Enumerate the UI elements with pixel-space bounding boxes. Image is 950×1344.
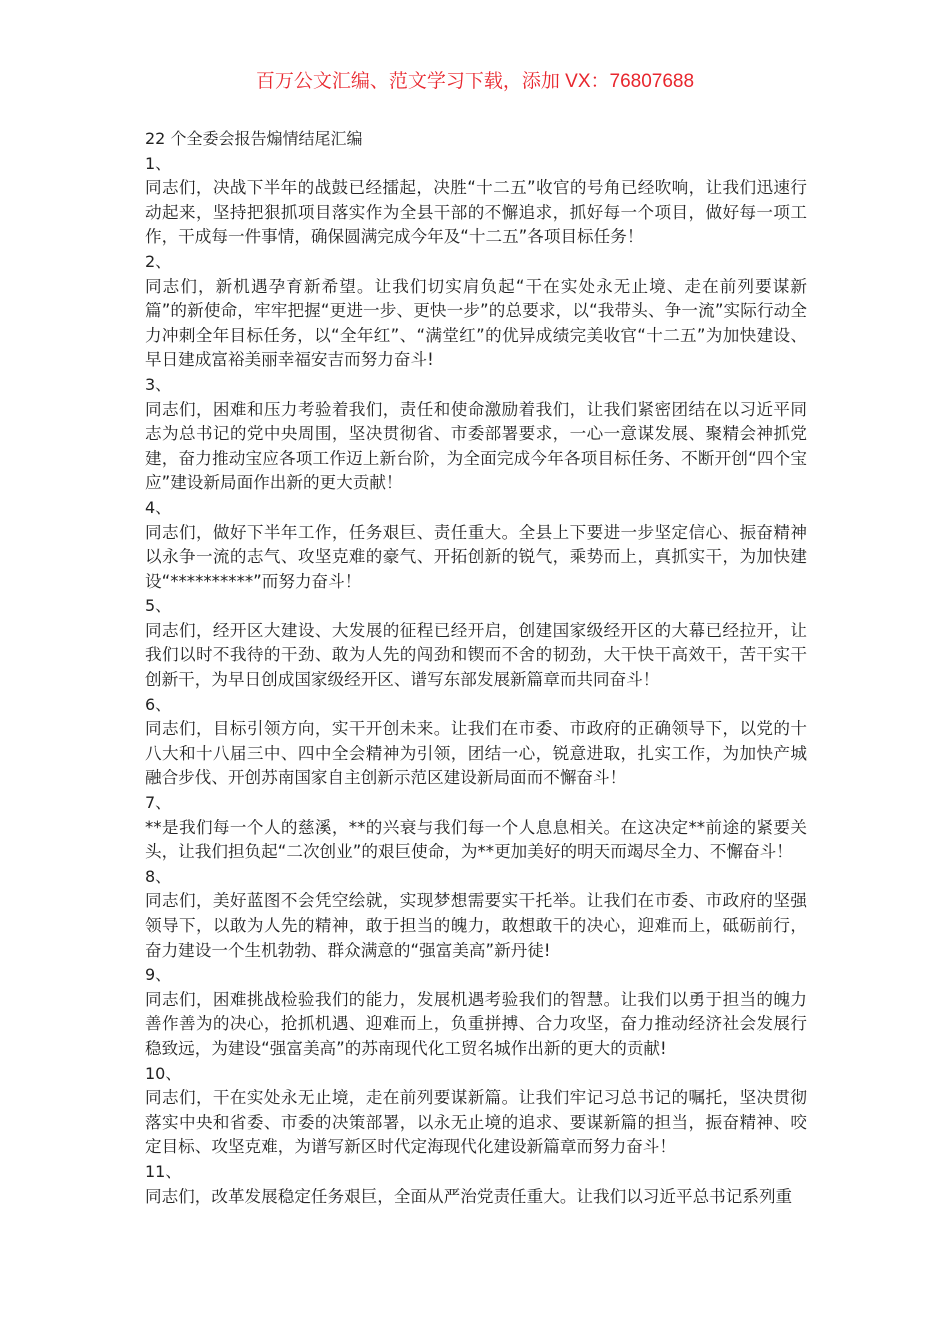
item-text: 同志们，做好下半年工作，任务艰巨、责任重大。全县上下要进一步坚定信心、振奋精神以永争一流的志气、攻坚克难的豪气、开拓创新的锐气，乘势而上，真抓实干，为加快建设“**********”而努力奋斗！ (145, 522, 807, 591)
document-title: 22 个全委会报告煽情结尾汇编 (145, 129, 363, 148)
list-item (145, 496, 807, 594)
list-item (145, 594, 807, 692)
item-text: 同志们，经开区大建设、大发展的征程已经开启，创建国家级经开区的大幕已经拉开，让我们以时不我待的干劲、敢为人先的闯劲和锲而不舍的韧劲，大干快干高效干，苦干实干创新干，为早日创成国家级经开区、谱写东部发展新篇章而共同奋斗！ (145, 620, 807, 690)
item-number: 10、 (145, 1063, 182, 1083)
item-text: **是我们每一个人的慈溪，**的兴衰与我们每一个人息息相关。在这决定**前途的紧要关头，让我们担负起“二次创业”的艰巨使命，为**更加美好的明天而竭尽全力、不懈奋斗！ (145, 817, 807, 862)
list-item (145, 963, 807, 1061)
item-text: 同志们，困难挑战检验我们的能力，发展机遇考验我们的智慧。让我们以勇于担当的魄力善作善为的决心，抢抓机遇、迎难而上，负重拼搏、合力攻坚，奋力推动经济社会发展行稳致远，为建设“强富美高”的苏南现代化工贸名城作出新的更大的贡献! (145, 989, 807, 1058)
list-item (145, 373, 807, 496)
item-text: 同志们，决战下半年的战鼓已经擂起，决胜“十二五”收官的号角已经吹响，让我们迅速行动起来，坚持把狠抓项目落实作为全县干部的不懈追求，抓好每一个项目，做好每一项工作，干成每一件事情，确保圆满完成今年及“十二五”各项目标任务！ (145, 178, 807, 247)
list-item (145, 250, 807, 373)
item-text: 同志们，困难和压力考验着我们，责任和使命激励着我们，让我们紧密团结在以习近平同志为总书记的党中央周围，坚决贯彻省、市委部署要求，一心一意谋发展、聚精会神抓党建，奋力推动宝应各项工作迈上新台阶，为全面完成今年各项目标任务、不断开创“四个宝应”建设新局面作出新的更大贡献！ (145, 399, 807, 493)
item-text: 同志们，美好蓝图不会凭空绘就，实现梦想需要实干托举。让我们在市委、市政府的坚强领导下，以敢为人先的精神，敢于担当的魄力，敢想敢干的决心，迎难而上，砥砺前行，奋力建设一个生机勃勃、群众满意的“强富美高”新丹徒! (145, 891, 807, 960)
item-text: 同志们，目标引领方向，实干开创未来。让我们在市委、市政府的正确领导下，以党的十八大和十八届三中、四中全会精神为引领，团结一心，锐意进取，扎实工作，为加快产城融合步伐、开创苏南国家自主创新示范区建设新局面而不懈奋斗！ (145, 719, 807, 788)
item-number: 7、 (145, 793, 172, 813)
item-number: 8、 (145, 866, 172, 886)
list-item (145, 791, 807, 865)
list-item (145, 1160, 807, 1209)
list-item (145, 693, 807, 791)
item-number: 11、 (145, 1161, 182, 1181)
item-text: 同志们，新机遇孕育新希望。让我们切实肩负起“干在实处永无止境、走在前列要谋新篇”的新使命，牢牢把握“更进一步、更快一步”的总要求，以“我带头、争一流”实际行动全力冲刺全年目标任务，以“全年红”、“满堂红”的优异成绩完美收官“十二五”为加快建设、早日建成富裕美丽幸福安吉而努力奋斗! (145, 276, 807, 370)
document-body (145, 127, 807, 1209)
item-number: 2、 (145, 251, 172, 271)
item-number: 6、 (145, 694, 172, 714)
item-number: 9、 (145, 965, 172, 985)
list-item (145, 152, 807, 250)
item-number: 4、 (145, 497, 172, 517)
list-item (145, 1062, 807, 1160)
item-number: 1、 (145, 153, 172, 173)
item-text: 同志们，改革发展稳定任务艰巨，全面从严治党责任重大。让我们以习近平总书记系列重 (145, 1186, 793, 1206)
list-item (145, 865, 807, 963)
item-number: 5、 (145, 596, 172, 616)
item-number: 3、 (145, 374, 172, 394)
item-text: 同志们，干在实处永无止境，走在前列要谋新篇。让我们牢记习总书记的嘱托，坚决贯彻落实中央和省委、市委的决策部署，以永无止境的追求、要谋新篇的担当，振奋精神、咬定目标、攻坚克难，为谱写新区时代定海现代化建设新篇章而努力奋斗！ (145, 1088, 807, 1157)
promo-banner: 百万公文汇编、范文学习下载，添加 VX：76807688 (255, 71, 695, 92)
